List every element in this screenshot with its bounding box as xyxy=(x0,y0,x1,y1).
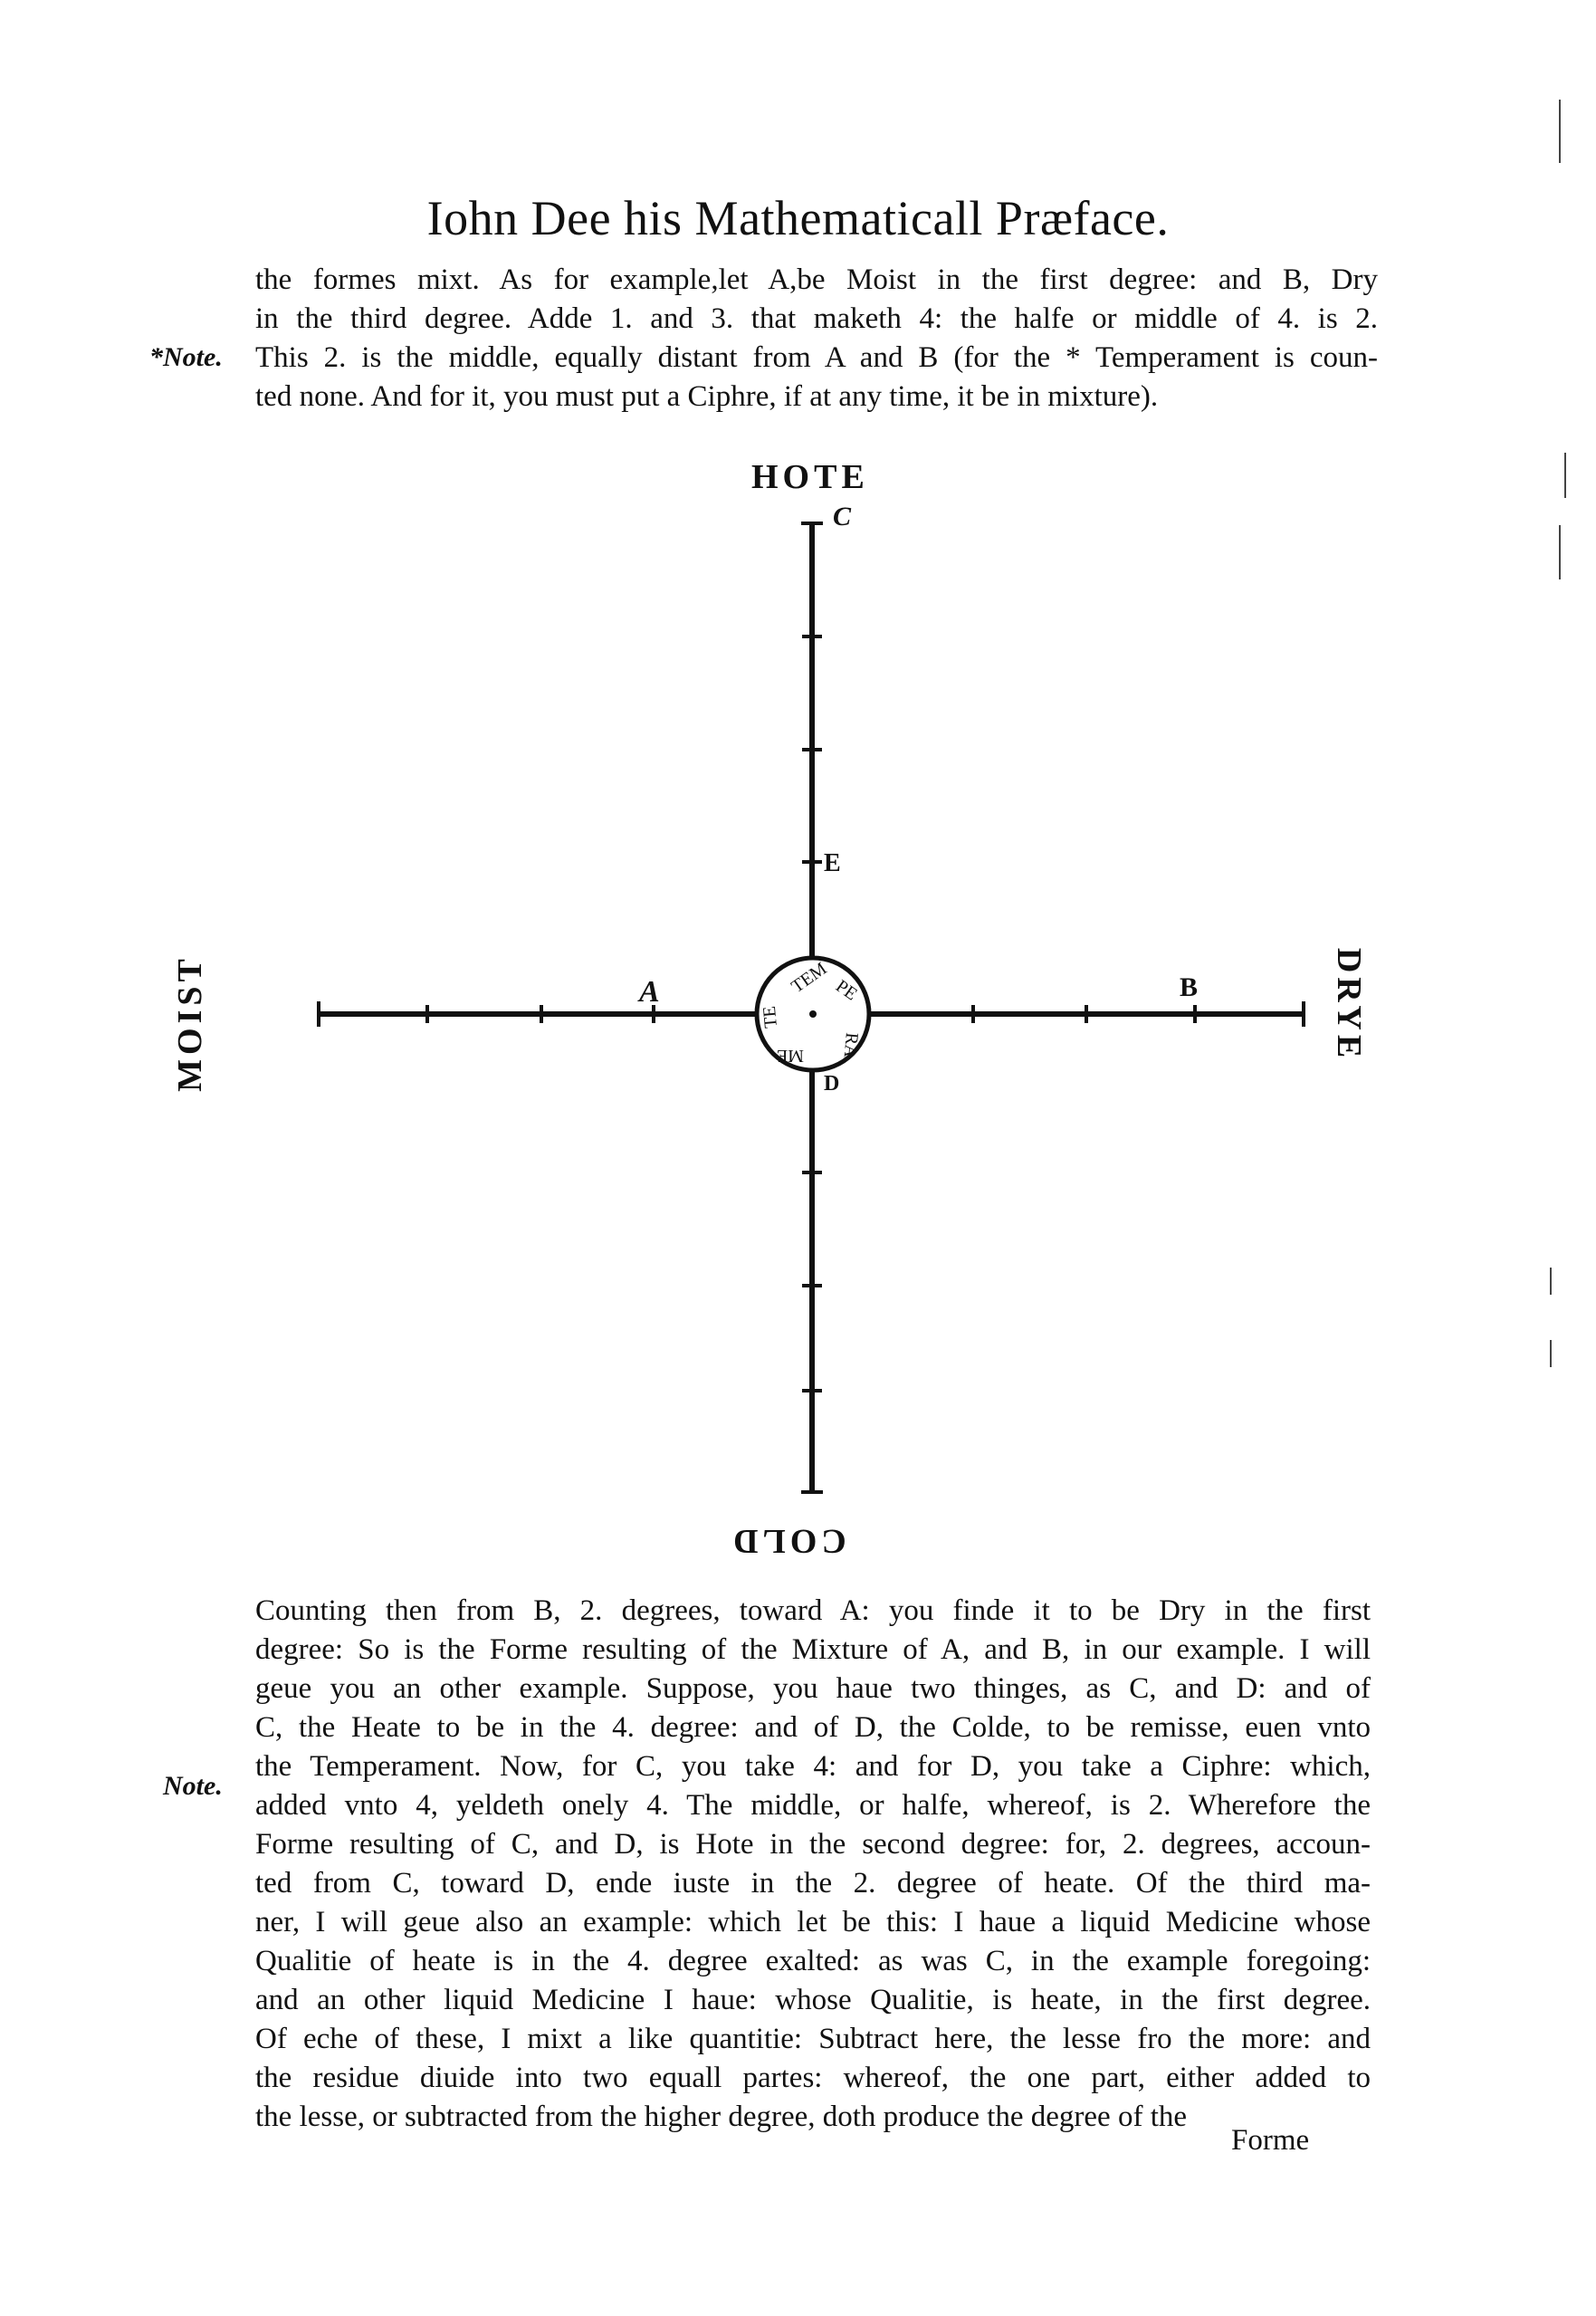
text-line: the residue diuide into two equall partes: whereof, the one part, either added to xyxy=(255,2062,1371,2094)
text-line: the lesse, or subtracted from the higher degree, doth produce the degree of the xyxy=(255,2101,1188,2133)
text-line: Counting then from B, 2. degrees, toward A: you finde it to be Dry in the first xyxy=(255,1594,1371,1627)
temperament-text: RA xyxy=(839,1031,862,1059)
page-title: Iohn Dee his Mathematicall Præface. xyxy=(426,191,1170,245)
temperament-text: ME xyxy=(777,1046,804,1066)
text-line: added vnto 4, yeldeth onely 4. The middle, or halfe, whereof, is 2. Wherefore the xyxy=(255,1789,1371,1822)
text-line: This 2. is the middle, equally distant from A and B (for the * Temperament is coun- xyxy=(255,341,1378,374)
text-line: the formes mixt. As for example,let A,be Moist in the first degree: and B, Dry xyxy=(255,263,1378,296)
point-label-e: E xyxy=(824,849,841,877)
paragraph-bottom xyxy=(255,1592,1371,2137)
text-line: Of eche of these, I mixt a like quantitie: Subtract here, the lesse fro the more: and xyxy=(255,2023,1371,2055)
temperament-text: TE xyxy=(759,1005,781,1029)
text-line: geue you an other example. Suppose, you haue two thinges, as C, and D: and of xyxy=(255,1672,1371,1705)
text-line: and an other liquid Medicine I haue: whose Qualitie, is heate, in the first degree. xyxy=(255,1984,1371,2016)
diagram-label-hote: HOTE xyxy=(751,458,869,496)
scan-artifact xyxy=(1564,453,1566,498)
text-line: Forme resulting of C, and D, is Hote in the second degree: for, 2. degrees, accoun- xyxy=(255,1828,1371,1861)
point-label-a: A xyxy=(639,975,660,1009)
catchword: Forme xyxy=(1231,2124,1310,2157)
scan-artifact xyxy=(1550,1340,1552,1367)
scan-artifact xyxy=(1550,1268,1552,1295)
point-label-d: D xyxy=(824,1072,840,1096)
point-label-b: B xyxy=(1180,972,1199,1002)
point-label-c: C xyxy=(833,502,852,531)
text-line: ner, I will geue also an example: which let be this: I haue a liquid Medicine whose xyxy=(255,1906,1371,1938)
text-line: ted none. And for it, you must put a Ciphre, if at any time, it be in mixture). xyxy=(255,380,1159,413)
scan-artifact xyxy=(1559,525,1561,579)
text-line: degree: So is the Forme resulting of the Mixture of A, and B, in our example. I will xyxy=(255,1633,1371,1666)
text-line: Qualitie of heate is in the 4. degree exalted: as was C, in the example foregoing: xyxy=(255,1945,1371,1977)
text-line: C, the Heate to be in the 4. degree: and of D, the Colde, to be remisse, euen vnto xyxy=(255,1711,1371,1744)
diagram-label-cold: COLD xyxy=(729,1522,846,1560)
diagram-label-drye: DRYE xyxy=(1330,947,1368,1063)
temperament-text: TEM xyxy=(788,958,831,998)
margin-note-top: *Note. xyxy=(149,342,223,372)
text-line: the Temperament. Now, for C, you take 4: and for D, you take a Ciphre: which, xyxy=(255,1750,1371,1783)
text-line: in the third degree. Adde 1. and 3. that maketh 4: the halfe or middle of 4. is 2. xyxy=(255,302,1378,335)
text-line: ted from C, toward D, ende iuste in the 2. degree of heate. Of the third ma- xyxy=(255,1867,1371,1900)
scan-artifact xyxy=(1559,100,1561,163)
center-dot xyxy=(809,1010,817,1018)
margin-note-bottom: Note. xyxy=(163,1771,223,1801)
temperament-text: PE xyxy=(832,976,861,1005)
diagram-label-moist: MOIST xyxy=(171,954,209,1092)
